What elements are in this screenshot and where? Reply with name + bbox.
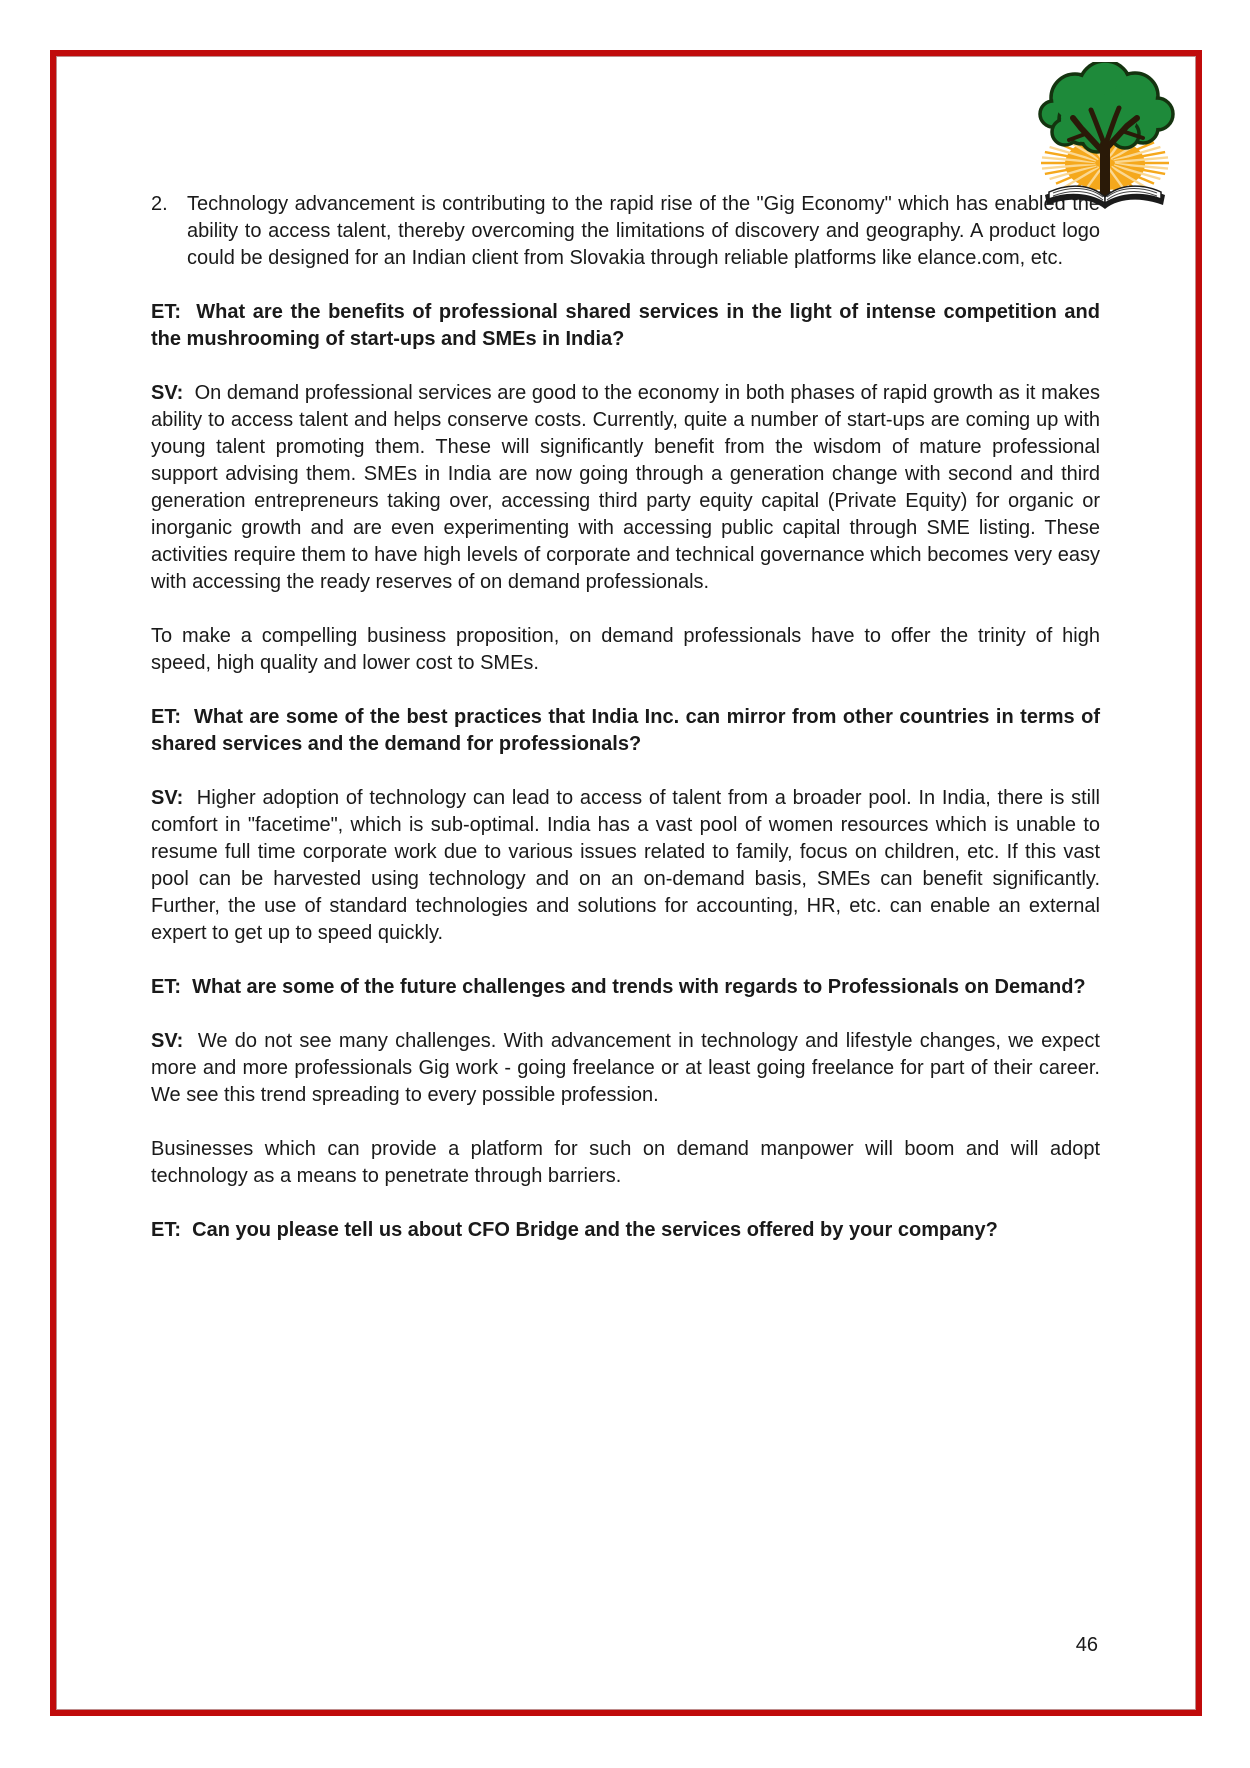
interview-answer: SV: Higher adoption of technology can lead to access of talent from a broader pool. In India, there is still comfort in "facetime", which is sub-optimal. India has a vast pool of women resources which is unable to resume full time corporate work due to various issues related to family, focus on children, etc. If this vast pool can be harvested using technology and on an on-demand basis, SMEs can benefit significantly. Further, the use of standard technologies and solutions for accounting, HR, etc. can enable an external expert to get up to speed quickly.	[151, 787, 1100, 944]
document-body	[151, 191, 1100, 1271]
speaker-label: SV:	[151, 1030, 184, 1052]
speaker-label: SV:	[151, 787, 184, 809]
interview-question: ET: What are some of the future challenges and trends with regards to Professionals on Demand?	[151, 976, 1086, 998]
interview-question: ET: Can you please tell us about CFO Bridge and the services offered by your company?	[151, 1219, 998, 1241]
speaker-label: ET:	[151, 301, 181, 323]
speaker-label: ET:	[151, 1219, 181, 1241]
page-number: 46	[1075, 1634, 1098, 1656]
tree-book-logo	[1035, 62, 1175, 209]
paragraph: Businesses which can provide a platform for such on demand manpower will boom and will adopt technology as a means to penetrate through barriers.	[151, 1138, 1100, 1187]
interview-answer: SV: On demand professional services are good to the economy in both phases of rapid growth as it makes ability to access talent and helps conserve costs. Currently, quite a number of start-ups are coming up with young talent promoting them. These will significantly benefit from the wisdom of mature professional support advising them. SMEs in India are now going through a generation change with second and third generation entrepreneurs taking over, accessing third party equity capital (Private Equity) for organic or inorganic growth and are even experimenting with accessing public capital through SME listing. These activities require them to have high levels of corporate and technical governance which becomes very easy with accessing the ready reserves of on demand professionals.	[151, 382, 1100, 593]
speaker-label: SV:	[151, 382, 184, 404]
interview-answer: SV: We do not see many challenges. With advancement in technology and lifestyle changes, we expect more and more professionals Gig work - going freelance or at least going freelance for part of their career. We see this trend spreading to every possible profession.	[151, 1030, 1100, 1106]
list-number: 2.	[151, 193, 168, 215]
speaker-label: ET:	[151, 706, 181, 728]
interview-question: ET: What are some of the best practices that India Inc. can mirror from other countries in terms of shared services and the demand for professionals?	[151, 706, 1100, 755]
interview-question: ET: What are the benefits of professional shared services in the light of intense competition and the mushrooming of start-ups and SMEs in India?	[151, 301, 1100, 350]
speaker-label: ET:	[151, 976, 181, 998]
paragraph: To make a compelling business proposition, on demand professionals have to offer the trinity of high speed, high quality and lower cost to SMEs.	[151, 625, 1100, 674]
numbered-list-item: 2. Technology advancement is contributing to the rapid rise of the "Gig Economy" which has enabled the ability to access talent, thereby overcoming the limitations of discovery and geography. A product logo could be designed for an Indian client from Slovakia through reliable platforms like elance.com, etc.	[151, 193, 1100, 269]
